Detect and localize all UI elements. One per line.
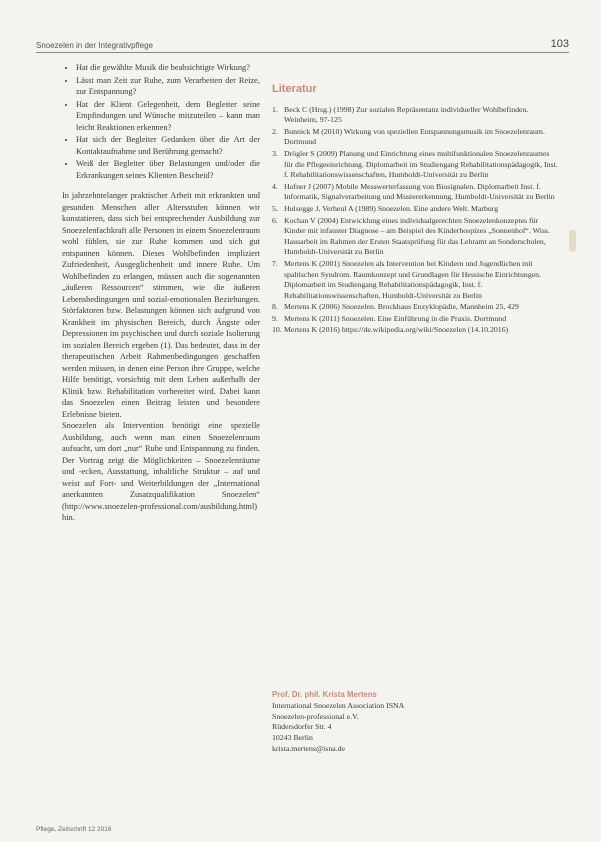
page-number: 103 (550, 38, 569, 50)
list-item: • Weiß der Begleiter über Belastungen und/oder die Erkrankungen seines Klienten Bescheid? (76, 158, 260, 181)
author-city: 10243 Berlin (272, 733, 313, 743)
author-organisation: Snoezelen-professional e.V. (272, 711, 359, 721)
literature-heading: Literatur (272, 83, 317, 95)
list-item: • Hat sich der Begleiter Gedanken über die Art der Kontaktaufnahme und Berührung gemacht? (76, 134, 260, 157)
reference-item: 3. Drögler S (2009) Planung und Einrichtung eines multifunktionalen Snoezelenraumes für die Pflegeeinrichtung. Diplomarbeit im Studiengang Rehabilitationspädagogik, Inst. f. Rehabilitationswissenschaften, Humboldt-Universität zu Berlin (272, 148, 558, 180)
reference-item: 10. Mertens K (2016) https://de.wikipedia.org/wiki/Snoezelen (14.10.2016) (272, 325, 509, 335)
reference-item: 8. Mertens K (2006) Snoezelen. Brockhaus Enzyklopädie, Mannheim 25, 429 (272, 302, 519, 312)
author-street: Rüdersdorfer Str. 4 (272, 722, 332, 732)
reference-item: 2. Bunnick M (2010) Wirkung von speziellen Entspannungsmusik im Snoezelenraum. Dortmund (272, 126, 545, 147)
author-email: krista.mertens@isna.de (272, 743, 346, 753)
reference-item: 9. Mertens K (2011) Snoezelen. Eine Einführung in die Praxis. Dortmund (272, 313, 507, 323)
left-column (62, 62, 260, 524)
reference-list (272, 105, 558, 336)
reference-item: 5. Hulsegge J, Verheul A (1989) Snoezelen. Eine andere Welt. Marburg (272, 203, 499, 213)
page-smudge (569, 230, 576, 252)
author-affiliation: International Snoezelen Association ISNA (272, 700, 405, 710)
body-paragraph: In jahrzehntelanger praktischer Arbeit mit erkrankten und gesunden Menschen aller Altersstufen können wir konstatieren, dass sich bei entsprechender Ausbildung zur Snoezelenfachkraft alle Personen in einem Snoezelenraum wohl fühlen, sie zur Ruhe kommen und sich gut entspannen können. Dieses Wohlbefinden impliziert Zufriedenheit, Ausgeglichenheit und innere Ruhe. Um Wohlbefinden zu erlangen, müssen auch die sogenannten „äußeren Ressourcen“ stimmen, wie die äußeren Lebensbedingungen und sozial-emotionalen Beziehungen. Störfaktoren bzw. Belastungen können sich aufgrund von Krankheit im physischen Bereich, durch Ängste oder Depressionen im psychischen und durch soziale Isolierung im sozialen Bereich ergeben (1). Das bedeutet, dass in der therapeutischen Arbeit Rahmenbedingungen geschaffen werden müssen, in denen eine Person ihre Gruppe, welche Hilfe benötigt, vorsichtig mit dem Leben außerhalb der Klinik bzw. Rehabilitation vorbereitet wird. Dabei kann das Snoezelen einen Beitrag leisten und besondere Erlebnisse bieten. (62, 191, 260, 419)
running-title: Snoezelen in der Integrativpflege (36, 41, 153, 50)
list-item: • Hat der Klient Gelegenheit, dem Begleiter seine Empfindungen und Wünsche mitzuteilen – kann man leicht Reaktionen erkennen? (76, 99, 260, 134)
list-item: • Lässt man Zeit zur Ruhe, zum Verarbeiten der Reize, zur Entspannung? (76, 75, 260, 98)
author-name: Prof. Dr. phil. Krista Mertens (272, 690, 377, 699)
body-paragraph: Snoezelen als Intervention benötigt eine spezielle Ausbildung, auch wenn man einen Snoezelenraum aufsucht, um dort „nur“ Ruhe und Entspannung zu finden. Der Vortrag zeigt die Möglichkeiten – Snoezelenräume und -ecken, Ausstattung, inhaltliche Struktur – auf und weist auf Fort- und Weiterbildungen der „International anerkannten Zusatzqualifikation Snoezelen“ (http://www.snoezelen-professional.com/ausbildung.html) hin. (62, 421, 260, 522)
list-item: • Hat die gewählte Musik die beabsichtigte Wirkung? (76, 62, 260, 74)
reference-item: 7. Mertens K (2001) Snoezelen als Intervention bei Kindern und Jugendlichen mit spaltischen Syndrom. Raumkonzept und Grundlagen für Hessische Einrichtungen. Diplomarbeit im Studiengang Rehabilitationspädagogik, Inst. f. Rehabilitationswissenschaften, Humboldt-Universität zu Berlin (272, 258, 542, 300)
page-header (36, 38, 569, 53)
question-list (62, 62, 260, 181)
reference-item: 4. Hofner J (2007) Mobile Messwerterfassung von Biosignalen. Diplomarbeit Inst. f. Informatik, Signalverarbeitung und Mustererkennung, Humboldt-Universität zu Berlin (272, 181, 555, 202)
reference-item: 6. Kochan V (2004) Entwicklung eines individualgerechten Snoezelenkonzeptes für Kinder mit infauster Diagnose – am Beispiel des Kinderhospizes „Sonnenhof“. Wiss. Hausarbeit im Rahmen der Ersten Staatsprüfung für das Lehramt an Sonderschulen, Humboldt-Universität zu Berlin (272, 215, 550, 257)
right-column (272, 62, 558, 337)
author-block (272, 690, 532, 755)
reference-item: 1. Beck C (Hrsg.) (1998) Zur sozialen Repräsentanz individueller Wohlbefinden. Weinheim, 97-125 (272, 104, 529, 125)
page-footer: Pflege, Zeitschrift 12 2016 (36, 826, 112, 833)
